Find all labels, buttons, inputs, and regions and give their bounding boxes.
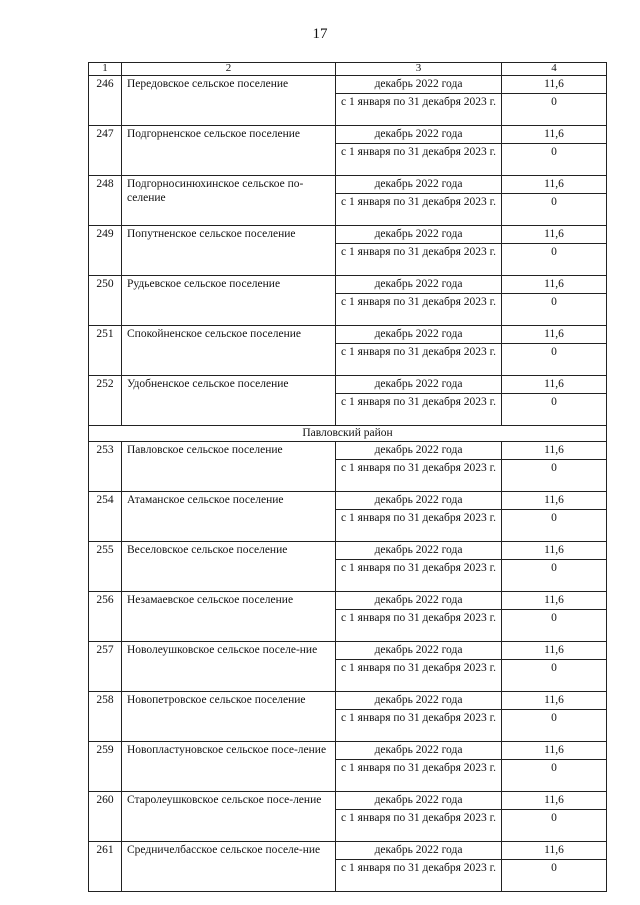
header-cell-1: 1 (89, 63, 122, 76)
period-cell: с 1 января по 31 декабря 2023 г. (336, 244, 502, 276)
settlement-name: Новопетровское сельское поселение (122, 692, 336, 742)
period-cell: декабрь 2022 года (336, 376, 502, 394)
rate-cell: 11,6 (502, 376, 607, 394)
rate-cell: 0 (502, 710, 607, 742)
period-cell: с 1 января по 31 декабря 2023 г. (336, 460, 502, 492)
rate-cell: 0 (502, 244, 607, 276)
rate-cell: 11,6 (502, 842, 607, 860)
table-row (89, 492, 607, 510)
period-cell: с 1 января по 31 декабря 2023 г. (336, 344, 502, 376)
rate-cell: 11,6 (502, 592, 607, 610)
row-number: 256 (89, 592, 122, 642)
row-number: 249 (89, 226, 122, 276)
rate-cell: 0 (502, 860, 607, 892)
settlement-name: Новопластуновское сельское посе-ление (122, 742, 336, 792)
rate-cell: 0 (502, 194, 607, 226)
row-number: 251 (89, 326, 122, 376)
period-cell: с 1 января по 31 декабря 2023 г. (336, 510, 502, 542)
table-header-row (89, 63, 607, 76)
rate-cell: 11,6 (502, 792, 607, 810)
row-number: 248 (89, 176, 122, 226)
rate-cell: 11,6 (502, 226, 607, 244)
rate-cell: 0 (502, 510, 607, 542)
rate-cell: 0 (502, 144, 607, 176)
period-cell: декабрь 2022 года (336, 642, 502, 660)
rate-cell: 0 (502, 394, 607, 426)
table-row (89, 842, 607, 860)
row-number: 257 (89, 642, 122, 692)
period-cell: декабрь 2022 года (336, 592, 502, 610)
period-cell: декабрь 2022 года (336, 492, 502, 510)
rate-cell: 11,6 (502, 126, 607, 144)
row-number: 254 (89, 492, 122, 542)
data-table (88, 62, 607, 892)
settlement-name: Подгорненское сельское поселение (122, 126, 336, 176)
period-cell: с 1 января по 31 декабря 2023 г. (336, 394, 502, 426)
period-cell: декабрь 2022 года (336, 692, 502, 710)
period-cell: с 1 января по 31 декабря 2023 г. (336, 660, 502, 692)
rate-cell: 11,6 (502, 326, 607, 344)
section-title: Павловский район (89, 426, 607, 442)
table-row (89, 326, 607, 344)
table-row (89, 792, 607, 810)
period-cell: декабрь 2022 года (336, 792, 502, 810)
row-number: 252 (89, 376, 122, 426)
period-cell: декабрь 2022 года (336, 842, 502, 860)
row-number: 259 (89, 742, 122, 792)
rate-cell: 11,6 (502, 492, 607, 510)
settlement-name: Передовское сельское поселение (122, 76, 336, 126)
settlement-name: Новолеушковское сельское поселе-ние (122, 642, 336, 692)
table-row (89, 692, 607, 710)
row-number: 260 (89, 792, 122, 842)
settlement-name: Попутненское сельское поселение (122, 226, 336, 276)
header-cell-2: 2 (122, 63, 336, 76)
rate-cell: 11,6 (502, 176, 607, 194)
rate-cell: 11,6 (502, 742, 607, 760)
row-number: 258 (89, 692, 122, 742)
period-cell: декабрь 2022 года (336, 442, 502, 460)
table-row (89, 276, 607, 294)
period-cell: с 1 января по 31 декабря 2023 г. (336, 144, 502, 176)
period-cell: с 1 января по 31 декабря 2023 г. (336, 860, 502, 892)
settlement-name: Рудьевское сельское поселение (122, 276, 336, 326)
settlement-name: Незамаевское сельское поселение (122, 592, 336, 642)
period-cell: с 1 января по 31 декабря 2023 г. (336, 610, 502, 642)
settlement-name: Удобненское сельское поселение (122, 376, 336, 426)
header-cell-4: 4 (502, 63, 607, 76)
settlement-name: Павловское сельское поселение (122, 442, 336, 492)
rate-cell: 0 (502, 460, 607, 492)
period-cell: декабрь 2022 года (336, 176, 502, 194)
rate-cell: 0 (502, 94, 607, 126)
period-cell: с 1 января по 31 декабря 2023 г. (336, 710, 502, 742)
row-number: 261 (89, 842, 122, 892)
settlement-name: Веселовское сельское поселение (122, 542, 336, 592)
rate-cell: 0 (502, 810, 607, 842)
rate-cell: 0 (502, 294, 607, 326)
settlement-name: Старолеушковское сельское посе-ление (122, 792, 336, 842)
rate-cell: 0 (502, 660, 607, 692)
rate-cell: 0 (502, 344, 607, 376)
header-cell-3: 3 (336, 63, 502, 76)
period-cell: с 1 января по 31 декабря 2023 г. (336, 760, 502, 792)
settlement-name: Подгорносинюхинское сельское по-селение (122, 176, 336, 226)
settlement-name: Средничелбасское сельское поселе-ние (122, 842, 336, 892)
table-row (89, 592, 607, 610)
period-cell: декабрь 2022 года (336, 276, 502, 294)
period-cell: декабрь 2022 года (336, 76, 502, 94)
table-row (89, 542, 607, 560)
settlement-name: Спокойненское сельское поселение (122, 326, 336, 376)
rate-cell: 11,6 (502, 542, 607, 560)
period-cell: с 1 января по 31 декабря 2023 г. (336, 810, 502, 842)
period-cell: с 1 января по 31 декабря 2023 г. (336, 194, 502, 226)
table-row (89, 376, 607, 394)
row-number: 255 (89, 542, 122, 592)
rate-cell: 0 (502, 610, 607, 642)
period-cell: декабрь 2022 года (336, 226, 502, 244)
rate-cell: 11,6 (502, 642, 607, 660)
period-cell: декабрь 2022 года (336, 326, 502, 344)
table-row (89, 742, 607, 760)
table-row (89, 76, 607, 94)
period-cell: декабрь 2022 года (336, 742, 502, 760)
row-number: 247 (89, 126, 122, 176)
rate-cell: 11,6 (502, 442, 607, 460)
rate-cell: 11,6 (502, 76, 607, 94)
section-row (89, 426, 607, 442)
table-row (89, 642, 607, 660)
table-row (89, 226, 607, 244)
rate-cell: 11,6 (502, 692, 607, 710)
period-cell: с 1 января по 31 декабря 2023 г. (336, 560, 502, 592)
row-number: 250 (89, 276, 122, 326)
row-number: 253 (89, 442, 122, 492)
rate-cell: 11,6 (502, 276, 607, 294)
table-row (89, 126, 607, 144)
table-row (89, 176, 607, 194)
rate-cell: 0 (502, 760, 607, 792)
period-cell: декабрь 2022 года (336, 542, 502, 560)
page-number: 17 (312, 26, 328, 42)
settlement-name: Атаманское сельское поселение (122, 492, 336, 542)
row-number: 246 (89, 76, 122, 126)
period-cell: с 1 января по 31 декабря 2023 г. (336, 94, 502, 126)
rate-cell: 0 (502, 560, 607, 592)
period-cell: с 1 января по 31 декабря 2023 г. (336, 294, 502, 326)
period-cell: декабрь 2022 года (336, 126, 502, 144)
table-row (89, 442, 607, 460)
